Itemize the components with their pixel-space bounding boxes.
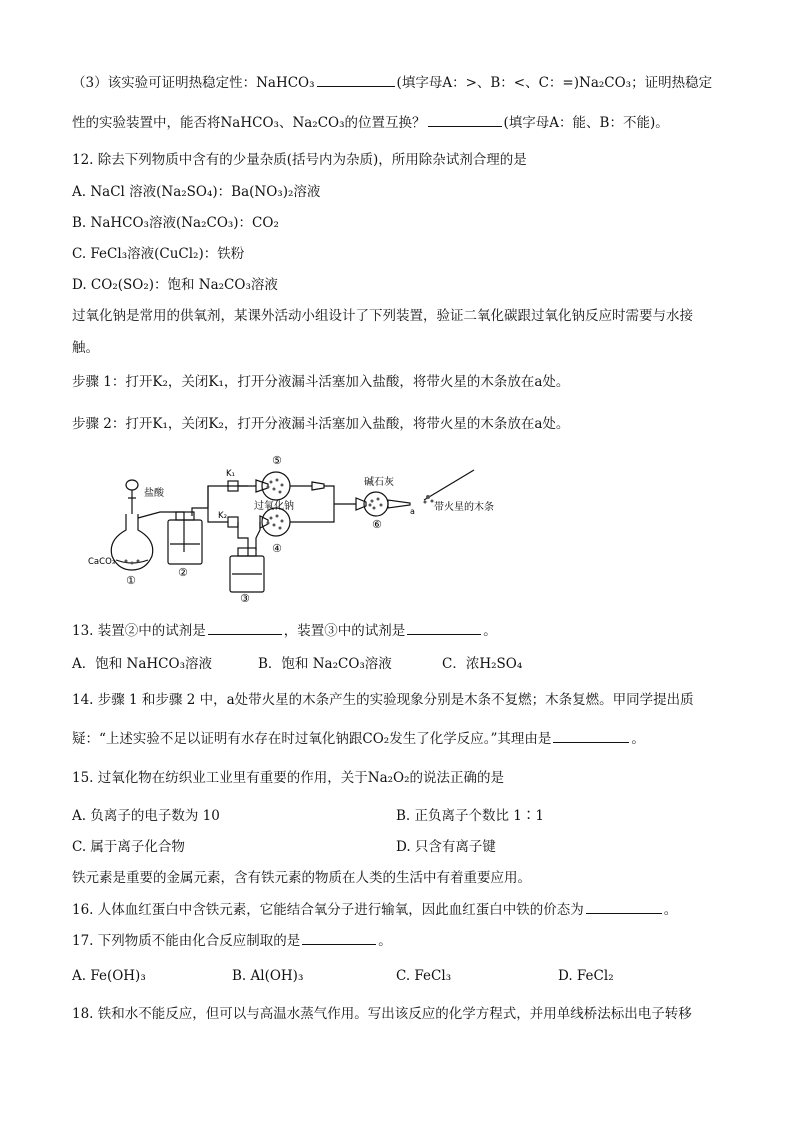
q11-part3-line1 [72, 72, 712, 93]
label-n2: ② [178, 566, 188, 579]
text: 。 [378, 933, 392, 949]
q15-option-c: C. 属于离子化合物 [72, 839, 185, 855]
text: ，装置③中的试剂是 [283, 623, 406, 639]
answer-blank[interactable] [586, 899, 662, 914]
label-n1: ① [126, 574, 136, 587]
q13-stem [72, 620, 497, 641]
label-na2o2: 过氧化钠 [254, 501, 294, 512]
q14-line1: 14. 步骤 1 和步骤 2 中，a处带火星的木条产生的实验现象分别是木条不复燃；木条复燃。甲同学提出质 [72, 692, 694, 708]
text: 。 [631, 731, 645, 747]
text: (填字母A：能、B：不能)。 [503, 115, 669, 131]
text: 。 [483, 623, 497, 639]
q18-stem: 18. 铁和水不能反应，但可以与高温水蒸气作用。写出该反应的化学方程式，并用单线桥法标出电子转移 [72, 1006, 692, 1022]
q17-option-d: D. FeCl₂ [558, 968, 614, 984]
answer-blank[interactable] [317, 72, 395, 87]
answer-blank[interactable] [407, 620, 481, 635]
answer-blank[interactable] [302, 930, 376, 945]
intro-line2: 触。 [72, 340, 99, 356]
answer-blank[interactable] [428, 112, 502, 127]
q17-stem [72, 930, 392, 951]
iron-intro: 铁元素是重要的金属元素，含有铁元素的物质在人类的生活中有着重要应用。 [72, 870, 531, 886]
q15-option-b: B. 正负离子个数比 1∶1 [396, 808, 544, 824]
answer-blank[interactable] [208, 620, 282, 635]
q17-option-a: A. Fe(OH)₃ [72, 968, 146, 984]
q15-option-a: A. 负离子的电子数为 10 [72, 808, 220, 824]
q17-option-b: B. Al(OH)₃ [232, 968, 304, 984]
q12-option-a: A. NaCl 溶液(Na₂SO₄)：Ba(NO₃)₂溶液 [72, 184, 321, 200]
label-a: a [410, 507, 415, 516]
text: 疑：“上述实验不足以证明有水存在时过氧化钠跟CO₂发生了化学反应。”其理由是 [72, 731, 552, 747]
text: （3）该实验可证明热稳定性：NaHCO₃ [72, 75, 315, 91]
label-n3: ③ [240, 592, 250, 602]
q13-option-c: C．浓H₂SO₄ [442, 656, 523, 672]
intro-line1: 过氧化钠是常用的供氧剂，某课外活动小组设计了下列装置，验证二氧化碳跟过氧化钠反应时需要与水接 [72, 308, 693, 324]
text: 16. 人体血红蛋白中含铁元素，它能结合氧分子进行输氧，因此血红蛋白中铁的价态为 [72, 902, 584, 918]
label-splint: 带火星的木条 [434, 502, 494, 513]
text: 13. 装置②中的试剂是 [72, 623, 206, 639]
text: 性的实验装置中，能否将NaHCO₃、Na₂CO₃的位置互换？ [72, 115, 426, 131]
label-caco3: CaCO₃ [88, 557, 116, 567]
q15-option-d: D. 只含有离子键 [396, 839, 496, 855]
q16-stem [72, 899, 677, 920]
q12-option-c: C. FeCl₃溶液(CuCl₂)：铁粉 [72, 246, 245, 262]
q13-option-a: A．饱和 NaHCO₃溶液 [72, 656, 212, 672]
text: 。 [663, 902, 678, 918]
q12-option-b: B. NaHCO₃溶液(Na₂CO₃)：CO₂ [72, 215, 279, 231]
q12-option-d: D. CO₂(SO₂)：饱和 Na₂CO₃溶液 [72, 277, 278, 293]
q12-stem: 12. 除去下列物质中含有的少量杂质(括号内为杂质)，所用除杂试剂合理的是 [72, 152, 527, 168]
label-k1: K₁ [226, 469, 235, 479]
label-hcl: 盐酸 [144, 488, 164, 499]
q11-part3-line2 [72, 112, 669, 133]
label-n5: ⑤ [272, 454, 282, 467]
q14-line2 [72, 728, 645, 749]
label-k2: K₂ [218, 511, 227, 521]
label-soda-lime: 碱石灰 [364, 477, 394, 488]
label-n4: ④ [272, 542, 282, 555]
q17-option-c: C. FeCl₃ [396, 968, 452, 984]
step-1: 步骤 1：打开K₂，关闭K₁，打开分液漏斗活塞加入盐酸，将带火星的木条放在a处。 [72, 374, 570, 390]
label-n6: ⑥ [372, 518, 382, 531]
text: (填字母A：>、B：<、C：=)Na₂CO₃；证明热稳定 [396, 75, 713, 91]
q15-stem: 15. 过氧化物在纺织业工业里有重要的作用，关于Na₂O₂的说法正确的是 [72, 770, 505, 786]
text: 17. 下列物质不能由化合反应制取的是 [72, 933, 301, 949]
answer-blank[interactable] [553, 728, 629, 743]
apparatus-diagram [88, 452, 508, 602]
step-2: 步骤 2：打开K₁，关闭K₂，打开分液漏斗活塞加入盐酸，将带火星的木条放在a处。 [72, 416, 570, 432]
q13-option-b: B．饱和 Na₂CO₃溶液 [258, 656, 392, 672]
